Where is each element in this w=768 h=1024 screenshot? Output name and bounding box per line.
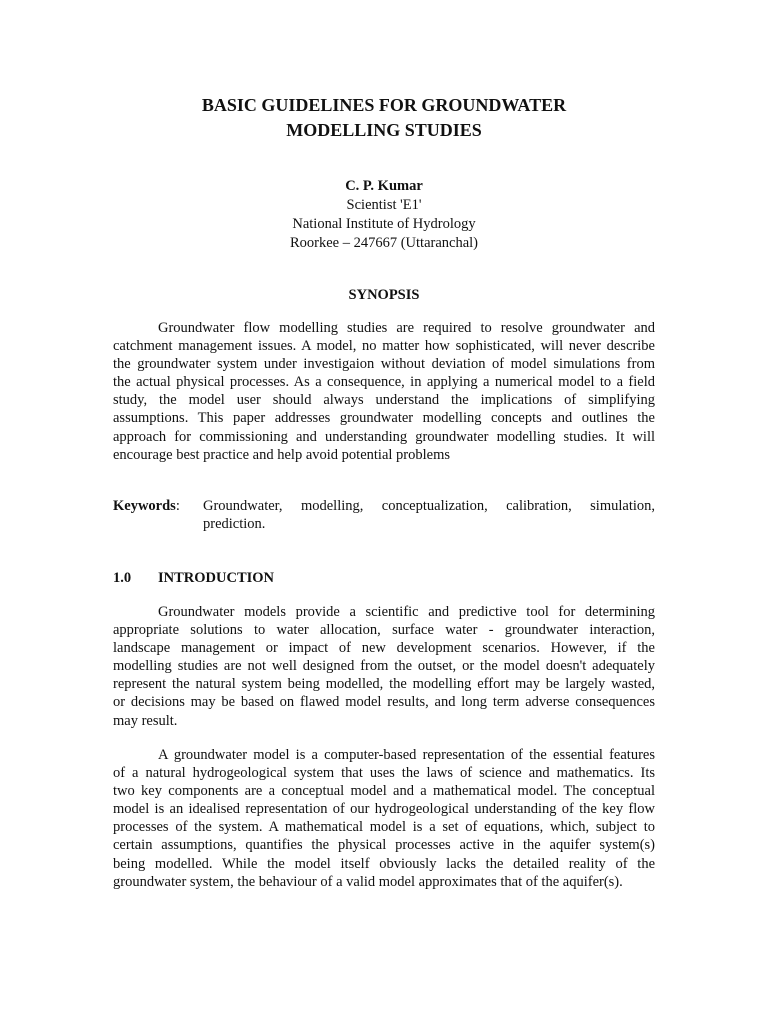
paper-title-line-1: BASIC GUIDELINES FOR GROUNDWATER <box>201 95 567 115</box>
paragraph-line: modelling studies are not well designed from the outset, or the model doesn't adequately <box>113 658 655 675</box>
keywords-line: prediction. <box>203 515 266 532</box>
keywords-label-group <box>113 498 180 516</box>
paragraph-line: landscape management or impact of new development scenarios. However, if the <box>113 640 655 657</box>
paragraph-line: two key components are a conceptual model and a mathematical model. The conceptual <box>113 783 655 800</box>
synopsis-heading: SYNOPSIS <box>348 287 420 303</box>
synopsis-line: approach for commissioning and understanding groundwater modelling studies. It will <box>113 428 655 445</box>
synopsis-line: encourage best practice and help avoid potential problems <box>113 446 450 463</box>
paper-title <box>0 93 768 143</box>
paragraph-line: model is an idealised representation of our hydrogeological understanding of the key flow <box>113 801 655 818</box>
introduction-paragraph-1 <box>113 603 655 730</box>
keywords-label: Keywords <box>113 498 176 514</box>
paragraph-line: appropriate solutions to water allocation, surface water - groundwater interaction, <box>113 622 655 639</box>
synopsis-paragraph <box>113 319 655 464</box>
paper-title-line-2: MODELLING STUDIES <box>286 120 482 140</box>
introduction-paragraph-2 <box>113 746 655 891</box>
author-block <box>0 177 768 253</box>
author-position: Scientist 'E1' <box>346 197 422 213</box>
paragraph-line: groundwater system, the behaviour of a valid model approximates that of the aquifer(s). <box>113 873 623 890</box>
paragraph-line: certain assumptions, quantifies the physical processes active in the aquifer system(s) <box>113 837 655 854</box>
author-institute: National Institute of Hydrology <box>292 216 476 232</box>
keywords-text <box>203 498 655 533</box>
section-title: INTRODUCTION <box>158 570 275 586</box>
paragraph-line: A groundwater model is a computer-based representation of the essential features <box>158 747 655 763</box>
paragraph-line: or decisions may be based on flawed model results, and long term adverse consequences <box>113 694 655 711</box>
synopsis-line: Groundwater flow modelling studies are required to resolve groundwater and <box>158 320 655 336</box>
paragraph-line: represent the natural system being modelled, the modelling effort may be largely wasted, <box>113 676 655 693</box>
author-address: Roorkee – 247667 (Uttaranchal) <box>289 235 479 251</box>
paragraph-line: Groundwater models provide a scientific and predictive tool for determining <box>158 604 655 620</box>
paragraph-line: processes of the system. A mathematical model is a set of equations, which, subject to <box>113 819 655 836</box>
synopsis-line: the actual physical processes. As a consequence, in applying a numerical model to a field <box>113 374 655 391</box>
keywords-line: Groundwater, modelling, conceptualization, calibration, simulation, <box>203 498 655 514</box>
section-number: 1.0 <box>113 570 132 586</box>
synopsis-line: assumptions. This paper addresses groundwater modelling concepts and outlines the <box>113 410 655 427</box>
paragraph-line: may result. <box>113 712 178 729</box>
synopsis-line: study, the model user should always understand the implications of simplifying <box>113 392 655 409</box>
synopsis-line: the groundwater system under investigaion without deviation of model simulations from <box>113 356 655 373</box>
author-name: C. P. Kumar <box>345 178 423 194</box>
keywords-colon: : <box>175 498 180 514</box>
synopsis-line: catchment management issues. A model, no matter how sophisticated, will never describe <box>113 338 655 355</box>
paragraph-line: being modelled. While the model itself obviously lacks the detailed reality of the <box>113 855 655 872</box>
paragraph-line: of a natural hydrogeological system that uses the laws of science and mathematics. Its <box>113 765 655 782</box>
